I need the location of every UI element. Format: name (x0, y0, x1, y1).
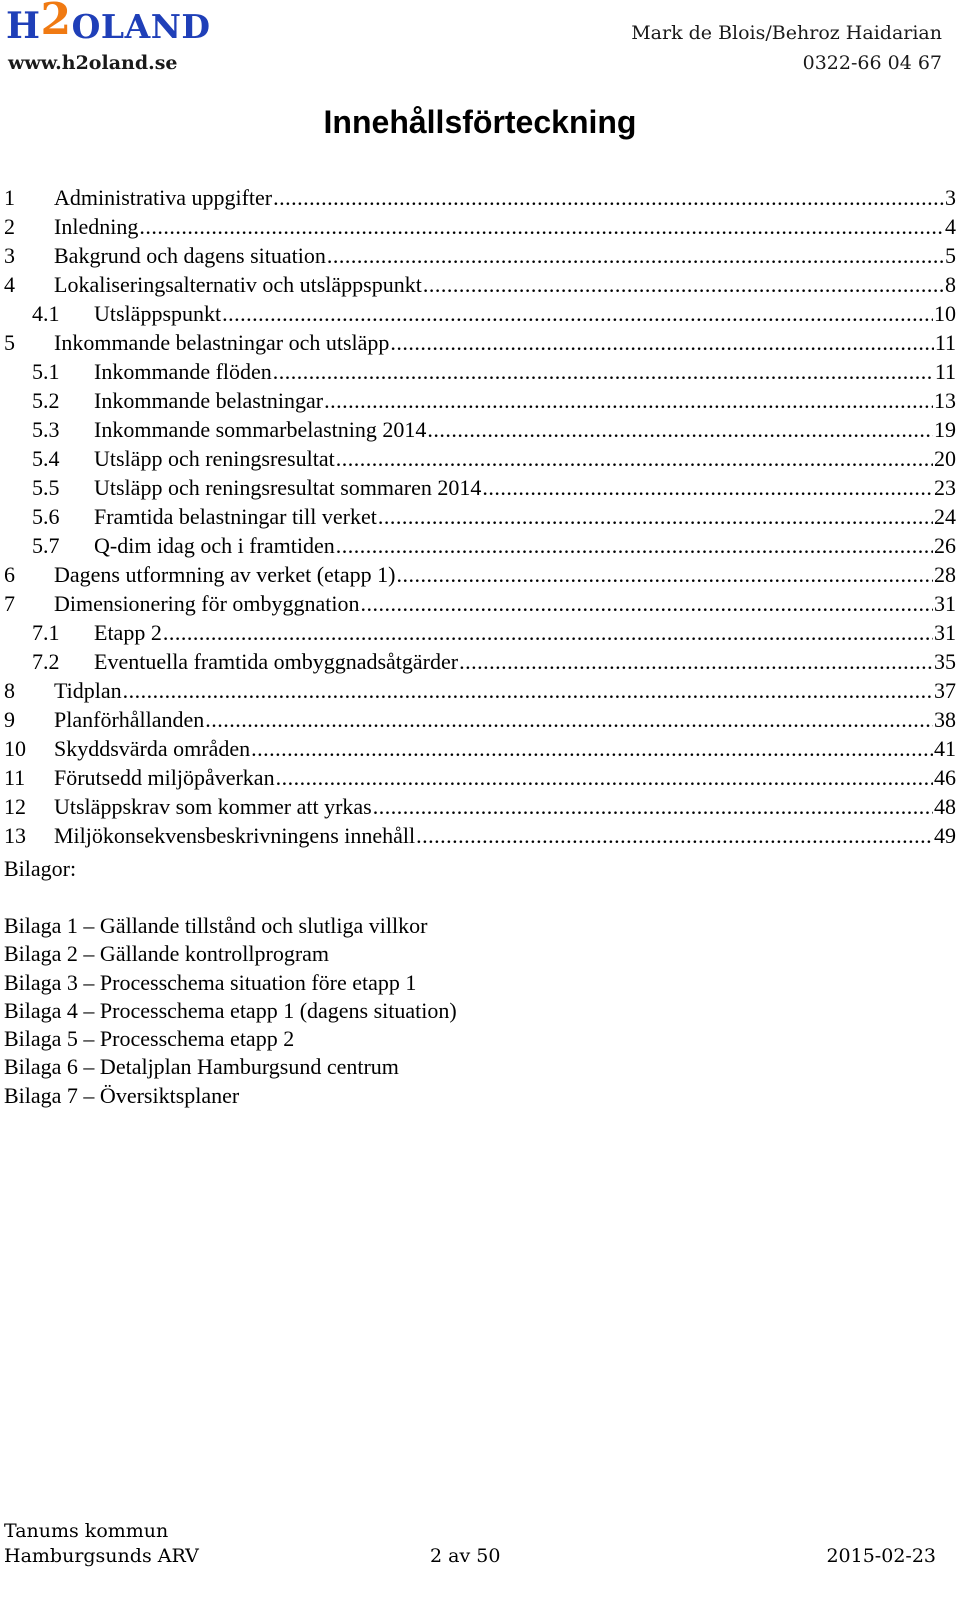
authors: Mark de Blois/Behroz Haidarian (631, 22, 942, 44)
toc-dot-leader (139, 212, 944, 241)
bilaga-item: Bilaga 1 – Gällande tillstånd och slutliga villkor (4, 913, 428, 938)
logo-text-oland: OLAND (71, 7, 211, 46)
toc-entry-number: 6 (4, 562, 15, 587)
toc-entry[interactable] (4, 502, 956, 531)
toc-dot-leader (373, 792, 933, 821)
toc-entry[interactable] (4, 241, 956, 270)
logo-text-h: H (6, 5, 41, 47)
toc-entry-page: 46 (934, 765, 956, 790)
toc-entry-number: 11 (4, 765, 26, 790)
toc-entry-page: 19 (934, 417, 956, 442)
toc-entry-number: 5.7 (32, 533, 60, 558)
toc-entry[interactable] (4, 531, 956, 560)
toc-entry-number: 12 (4, 794, 26, 819)
toc-entry-number: 8 (4, 678, 15, 703)
toc-entry-page: 31 (934, 620, 956, 645)
toc-entry-number: 1 (4, 185, 15, 210)
toc-entry[interactable] (4, 560, 956, 589)
toc-entry-number: 13 (4, 823, 26, 848)
toc-entry[interactable] (4, 676, 956, 705)
toc-entry[interactable] (4, 734, 956, 763)
toc-entry-number: 5.4 (32, 446, 60, 471)
toc-entry-title: Dagens utformning av verket (etapp 1) (54, 562, 396, 587)
toc-dot-leader (324, 386, 933, 415)
toc-entry[interactable] (4, 328, 956, 357)
toc-dot-leader (361, 589, 933, 618)
toc-entry[interactable] (4, 270, 956, 299)
toc-entry-title: Framtida belastningar till verket (94, 504, 377, 529)
toc-entry-number: 7 (4, 591, 15, 616)
toc-entry-title: Skyddsvärda områden (54, 736, 251, 761)
toc-entry-title: Utsläpp och reningsresultat sommaren 2014 (94, 475, 482, 500)
toc-entry-title: Planförhållanden (54, 707, 205, 732)
toc-entry-page: 20 (934, 446, 956, 471)
bilaga-item: Bilaga 3 – Processchema situation före etapp 1 (4, 969, 417, 995)
toc-dot-leader (416, 821, 933, 850)
toc-dot-leader (251, 734, 933, 763)
toc-entry[interactable] (4, 821, 956, 850)
toc-entry-number: 5.6 (32, 504, 60, 529)
toc-entry-number: 4.1 (32, 301, 60, 326)
toc-dot-leader (273, 357, 934, 386)
toc-dot-leader (205, 705, 933, 734)
toc-entry-page: 10 (934, 301, 956, 326)
toc-entry-title: Utsläppskrav som kommer att yrkas (54, 794, 372, 819)
toc-entry[interactable] (4, 386, 956, 415)
toc-entry-number: 5 (4, 330, 15, 355)
toc-entry-page: 37 (934, 678, 956, 703)
toc-entry-number: 5.3 (32, 417, 60, 442)
toc-entry-title: Lokaliseringsalternativ och utsläppspunkt (54, 272, 422, 297)
toc-dot-leader (378, 502, 933, 531)
toc-entry-page: 26 (934, 533, 956, 558)
h2oland-logo (6, 0, 211, 47)
toc-entry-page: 4 (945, 214, 956, 239)
bilagor-heading: Bilagor: (4, 856, 77, 881)
bilaga-item: Bilaga 6 – Detaljplan Hamburgsund centrum (4, 1054, 399, 1080)
toc-entry-number: 3 (4, 243, 15, 268)
toc-entry-title: Bakgrund och dagens situation (54, 243, 326, 268)
bilaga-item: Bilaga 7 – Översiktsplaner (4, 1082, 240, 1108)
toc-entry-title: Inkommande sommarbelastning 2014 (94, 417, 427, 442)
toc-entry-title: Utsläppspunkt (94, 301, 222, 326)
toc-dot-leader (482, 473, 933, 502)
toc-dot-leader (390, 328, 933, 357)
footer-municipality: Tanums kommun (4, 1520, 169, 1542)
toc-entry-number: 7.1 (32, 620, 60, 645)
bilaga-item: Bilaga 2 – Gällande kontrollprogram (4, 941, 330, 967)
table-of-contents (4, 183, 956, 850)
toc-entry-title: Etapp 2 (94, 620, 162, 645)
toc-entry[interactable] (4, 299, 956, 328)
toc-entry-title: Q-dim idag och i framtiden (94, 533, 335, 558)
toc-entry-number: 5.1 (32, 359, 60, 384)
toc-entry[interactable] (4, 212, 956, 241)
toc-entry-page: 3 (945, 185, 956, 210)
toc-entry-page: 41 (934, 736, 956, 761)
toc-entry-title: Förutsedd miljöpåverkan (54, 765, 275, 790)
footer-page-number: 2 av 50 (430, 1545, 501, 1567)
toc-dot-leader (222, 299, 933, 328)
toc-dot-leader (336, 444, 933, 473)
toc-entry[interactable] (4, 415, 956, 444)
toc-entry-page: 11 (934, 330, 956, 355)
website-link[interactable]: www.h2oland.se (8, 52, 178, 74)
toc-entry-number: 2 (4, 214, 15, 239)
toc-entry[interactable] (4, 473, 956, 502)
footer-date: 2015-02-23 (826, 1545, 936, 1567)
toc-dot-leader (423, 270, 944, 299)
toc-entry-number: 10 (4, 736, 26, 761)
toc-entry-page: 23 (934, 475, 956, 500)
page-title: Innehållsförteckning (323, 104, 637, 140)
toc-dot-leader (459, 647, 933, 676)
toc-entry-title: Miljökonsekvensbeskrivningens innehåll (54, 823, 416, 848)
toc-entry-title: Dimensionering för ombyggnation (54, 591, 360, 616)
toc-entry-page: 28 (934, 562, 956, 587)
phone-number: 0322-66 04 67 (802, 52, 942, 74)
toc-dot-leader (276, 763, 933, 792)
toc-entry[interactable] (4, 444, 956, 473)
toc-dot-leader (123, 676, 933, 705)
toc-dot-leader (427, 415, 933, 444)
bilaga-item: Bilaga 5 – Processchema etapp 2 (4, 1026, 295, 1052)
toc-entry[interactable] (4, 357, 956, 386)
toc-entry-title: Inkommande flöden (94, 359, 272, 384)
toc-entry[interactable] (4, 647, 956, 676)
toc-entry-number: 5.2 (32, 388, 60, 413)
toc-entry-number: 4 (4, 272, 15, 297)
toc-entry-title: Inledning (54, 214, 139, 239)
toc-entry-title: Administrativa uppgifter (54, 185, 273, 210)
toc-entry-page: 31 (934, 591, 956, 616)
toc-entry-page: 11 (934, 359, 956, 384)
toc-entry-page: 24 (934, 504, 956, 529)
toc-dot-leader (163, 618, 933, 647)
toc-entry-title: Inkommande belastningar och utsläpp (54, 330, 390, 355)
toc-dot-leader (273, 183, 944, 212)
toc-entry-page: 49 (934, 823, 956, 848)
footer-project: Hamburgsunds ARV (4, 1545, 199, 1567)
toc-dot-leader (336, 531, 933, 560)
bilaga-item: Bilaga 4 – Processchema etapp 1 (dagens situation) (4, 997, 457, 1023)
toc-dot-leader (397, 560, 934, 589)
toc-dot-leader (327, 241, 944, 270)
toc-entry[interactable] (4, 763, 956, 792)
toc-entry-title: Inkommande belastningar (94, 388, 324, 413)
toc-entry[interactable] (4, 618, 956, 647)
logo-text-2: 2 (40, 0, 72, 45)
bilagor-list (4, 912, 457, 1110)
toc-entry-number: 7.2 (32, 649, 60, 674)
toc-entry-page: 38 (934, 707, 956, 732)
toc-entry-page: 13 (934, 388, 956, 413)
toc-entry-page: 5 (945, 243, 956, 268)
toc-entry[interactable] (4, 705, 956, 734)
toc-entry-page: 8 (945, 272, 956, 297)
toc-entry-title: Tidplan (54, 678, 122, 703)
toc-entry-title: Eventuella framtida ombyggnadsåtgärder (94, 649, 459, 674)
toc-entry[interactable] (4, 589, 956, 618)
toc-entry[interactable] (4, 792, 956, 821)
toc-entry[interactable] (4, 183, 956, 212)
toc-entry-number: 9 (4, 707, 15, 732)
toc-entry-page: 48 (934, 794, 956, 819)
toc-entry-number: 5.5 (32, 475, 60, 500)
toc-entry-page: 35 (934, 649, 956, 674)
toc-entry-title: Utsläpp och reningsresultat (94, 446, 335, 471)
